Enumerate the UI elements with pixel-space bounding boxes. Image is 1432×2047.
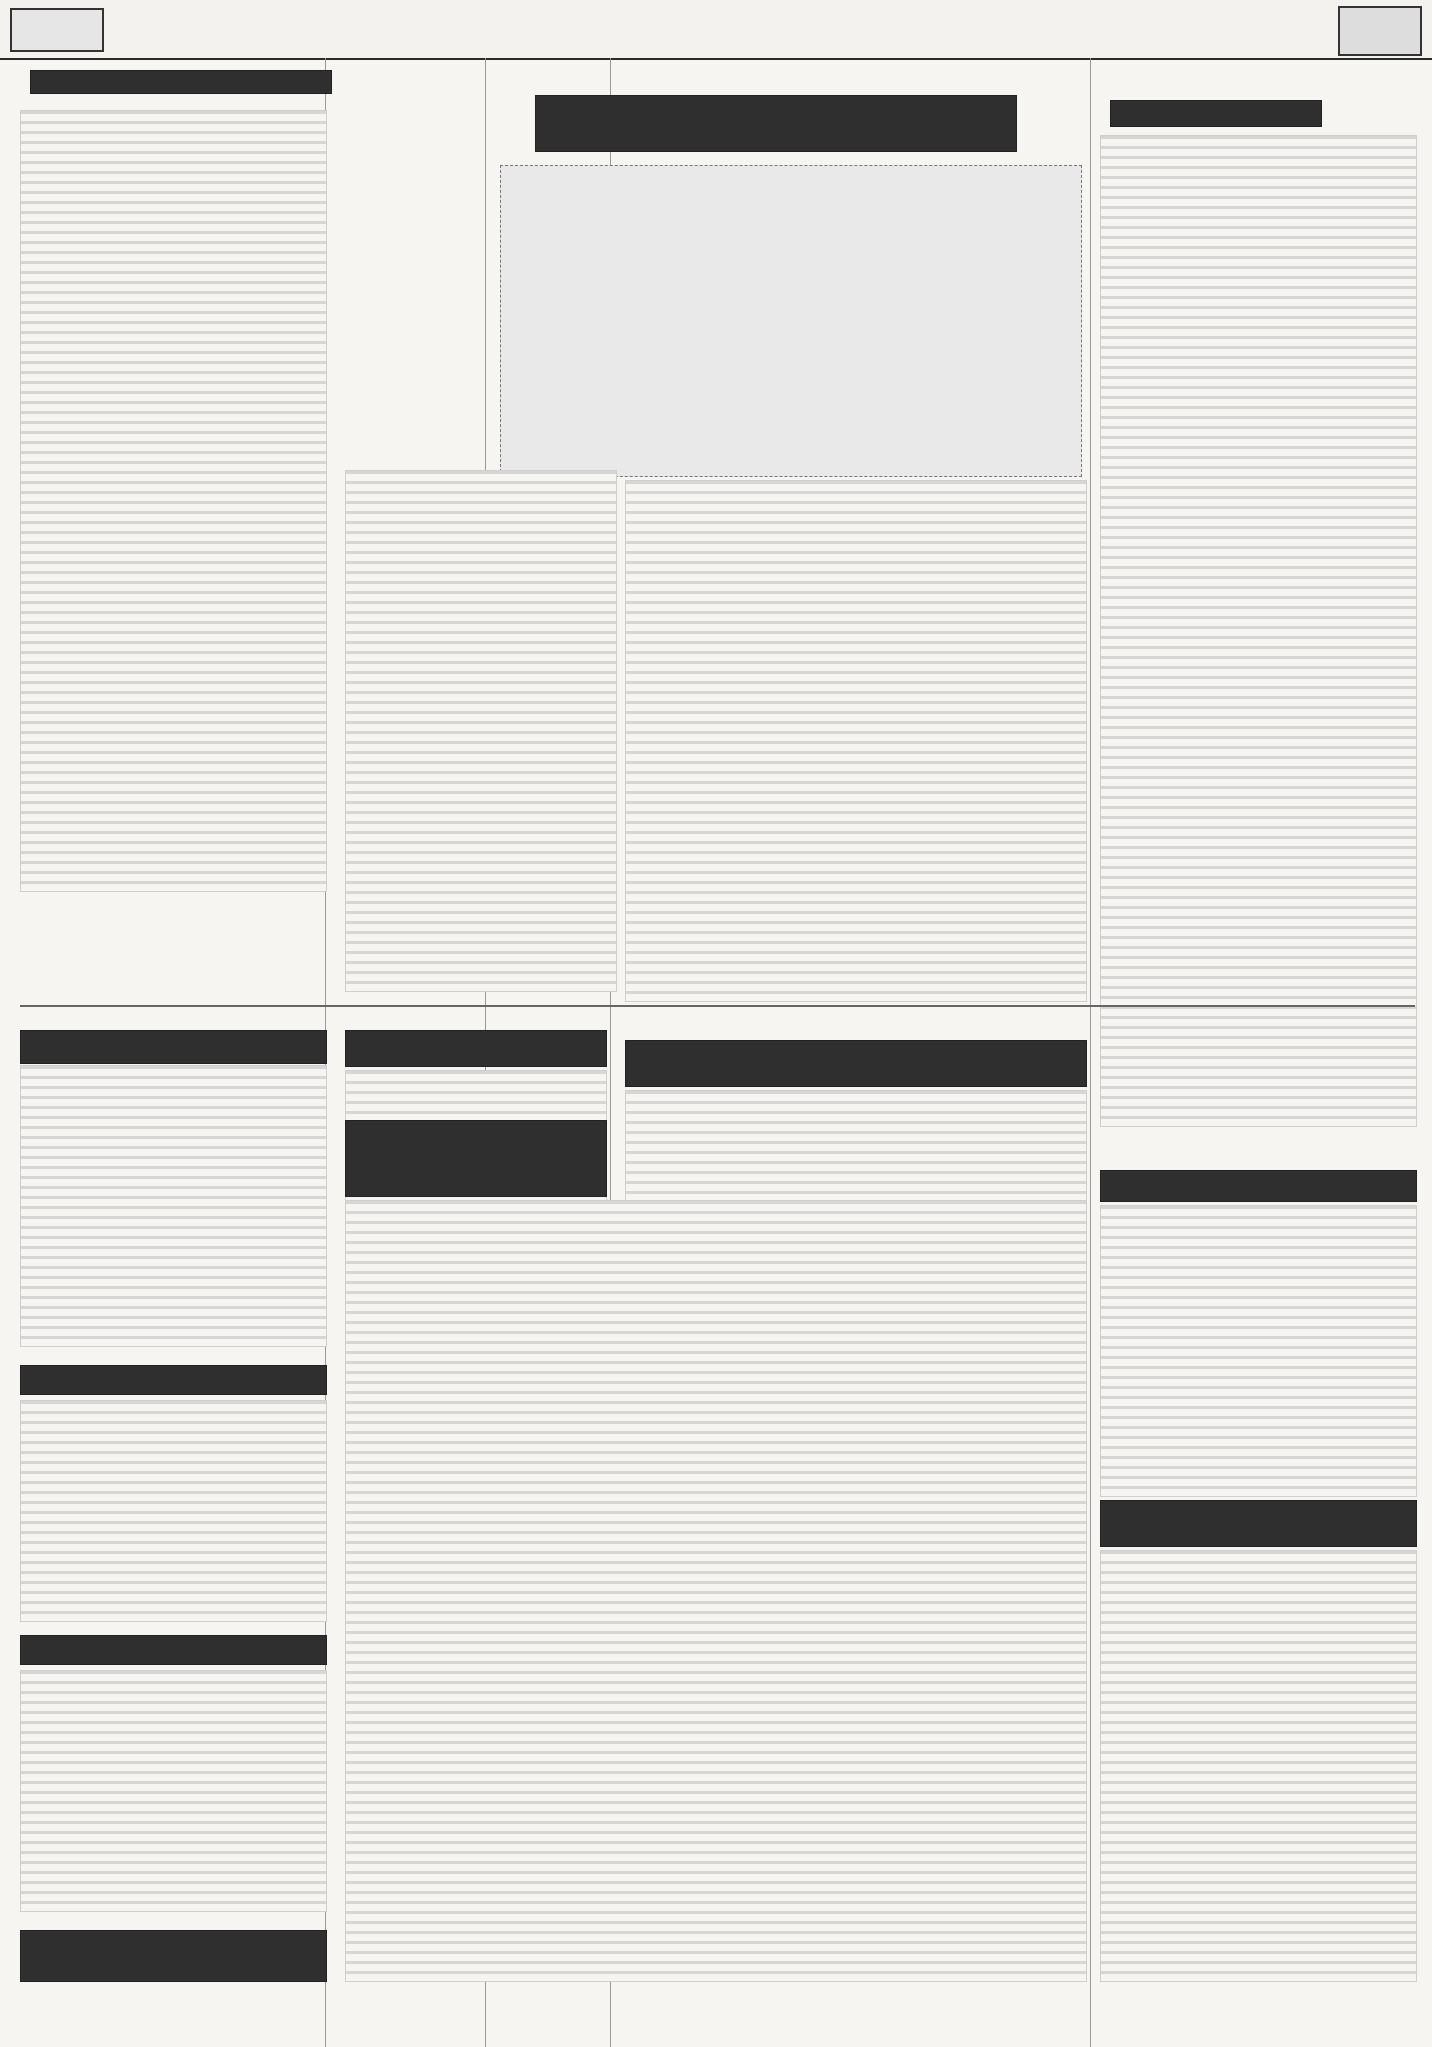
notice-union-headline	[20, 1365, 327, 1395]
headline-surgery-fees	[345, 1030, 607, 1067]
english-answers-text	[20, 110, 327, 892]
questions-text	[1100, 135, 1417, 1127]
congratulations-text	[20, 1670, 327, 1912]
notice-headline	[20, 1030, 327, 1064]
school-headline	[20, 1930, 327, 1982]
headline-taxi-drivers	[1100, 1170, 1417, 1202]
congratulations-headline	[20, 1635, 327, 1665]
headline-hydrology-list	[345, 1120, 607, 1197]
answers-text	[345, 470, 617, 992]
figure-plant-diagrams	[500, 165, 1082, 477]
page-header	[0, 0, 1432, 60]
taxi-drivers-text	[1100, 1205, 1417, 1497]
page-number-box	[10, 8, 104, 52]
headline-english-answers	[30, 70, 332, 94]
notice-union-text	[20, 1400, 327, 1622]
name-list-table	[345, 1200, 1087, 1982]
headline-earthquake	[625, 1040, 1087, 1087]
notice-qazvin-text	[1100, 1550, 1417, 1982]
headline-natural-sciences	[535, 95, 1017, 152]
answers-text	[625, 480, 1087, 1002]
headline-sixth-grade-questions	[1110, 100, 1322, 127]
section-divider	[20, 1005, 1415, 1007]
notice-text	[20, 1065, 327, 1347]
masthead	[1338, 6, 1422, 56]
notice-qazvin-headline	[1100, 1500, 1417, 1547]
column-divider	[1090, 58, 1091, 2047]
